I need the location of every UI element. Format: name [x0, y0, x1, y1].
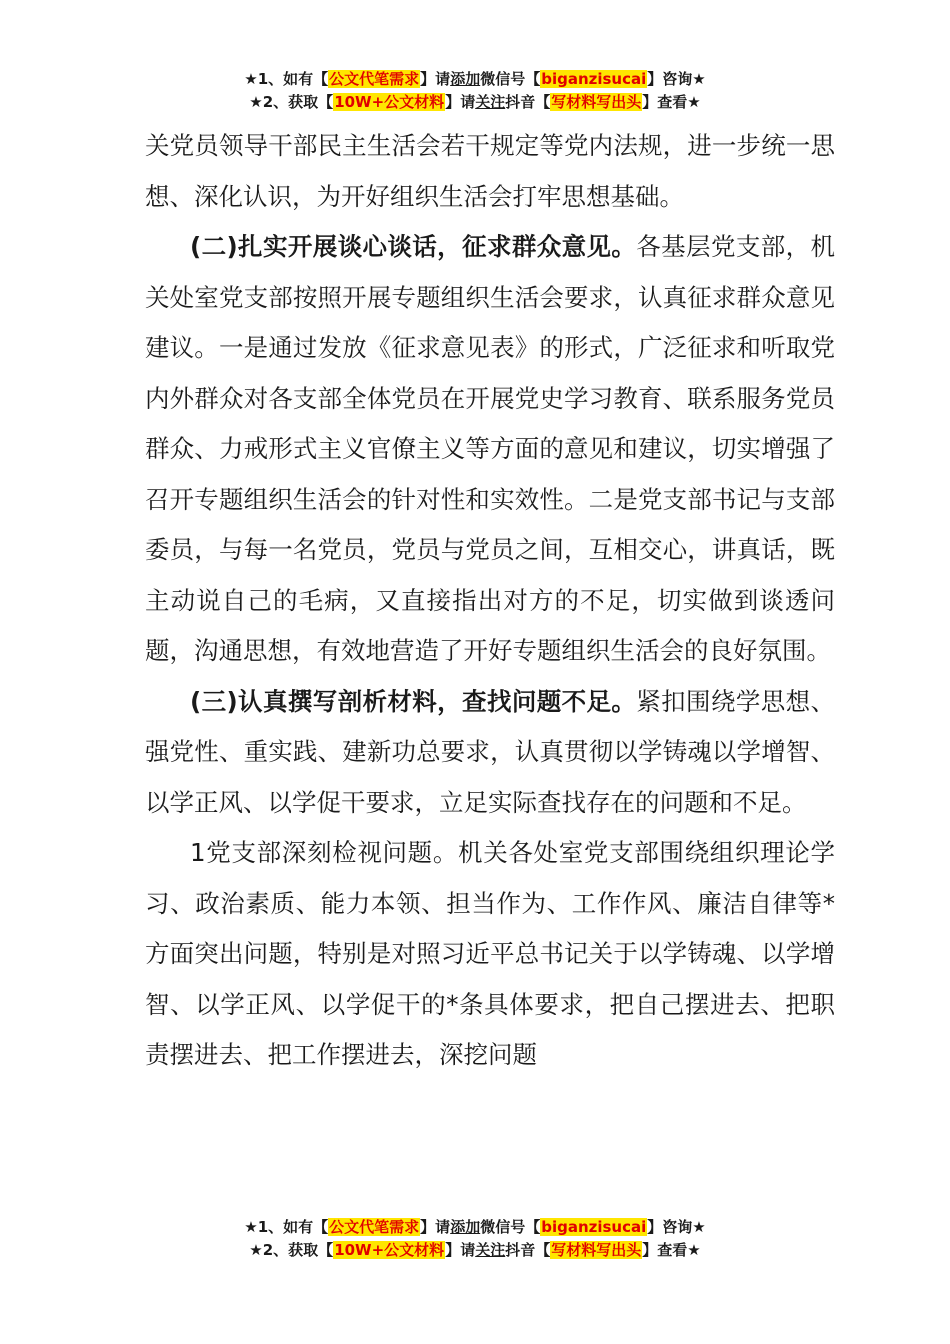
banner-highlight: 写材料写出头	[551, 93, 642, 111]
banner-text: 】请	[420, 70, 451, 88]
banner-underlined-text: 添加	[450, 1218, 481, 1236]
paragraph-3-body: 紧扣围绕学思想、强党性、重实践、建新功总要求，认真贯彻以学铸魂以学增智、以学正风、以学促干要求，立足实际查找存在的问题和不足。	[145, 686, 835, 817]
banner-text: 】咨询★	[647, 1218, 706, 1236]
banner-highlight: 10W+公文材料	[334, 1241, 445, 1259]
footer-banner	[0, 1216, 950, 1262]
banner-highlight: 10W+公文材料	[334, 93, 445, 111]
banner-highlight: 公文代笔需求	[329, 1218, 420, 1236]
banner-line-2	[0, 1239, 950, 1262]
banner-text: 抖音【	[505, 1241, 551, 1259]
banner-text: ★2、获取【	[249, 93, 334, 111]
banner-underlined-text: 关注	[475, 93, 506, 111]
banner-text: 】请	[420, 1218, 451, 1236]
banner-text: ★1、如有【	[244, 1218, 329, 1236]
paragraph-3	[145, 677, 835, 829]
document-body	[145, 121, 835, 1081]
banner-highlight: 公文代笔需求	[329, 70, 420, 88]
section-heading-2: (二)扎实开展谈心谈话，征求群众意见。	[190, 232, 637, 261]
banner-highlight: biganzisucai	[541, 1218, 647, 1236]
banner-line-2	[0, 91, 950, 114]
banner-line-1	[0, 1216, 950, 1239]
paragraph-1: 关党员领导干部民主生活会若干规定等党内法规，进一步统一思想、深化认识，为开好组织生活会打牢思想基础。	[145, 131, 835, 211]
banner-underlined-text: 添加	[450, 70, 481, 88]
banner-text: ★1、如有【	[244, 70, 329, 88]
banner-underlined-text: 关注	[475, 1241, 506, 1259]
banner-text: 】请	[445, 1241, 476, 1259]
banner-highlight: biganzisucai	[541, 70, 647, 88]
banner-line-1	[0, 68, 950, 91]
banner-text: 】查看★	[642, 1241, 701, 1259]
banner-text: 】请	[445, 93, 476, 111]
paragraph-2-body: 各基层党支部，机关处室党支部按照开展专题组织生活会要求，认真征求群众意见建议。一是通过发放《征求意见表》的形式，广泛征求和听取党内外群众对各支部全体党员在开展党史学习教育、联系服务党员群众、力戒形式主义官僚主义等方面的意见和建议，切实增强了召开专题组织生活会的针对性和实效性。二是党支部书记与支部委员，与每一名党员，党员与党员之间，互相交心，讲真话，既主动说自己的毛病，又直接指出对方的不足，切实做到谈透问题，沟通思想，有效地营造了开好专题组织生活会的良好氛围。	[145, 232, 835, 665]
banner-text: ★2、获取【	[249, 1241, 334, 1259]
banner-text: 】查看★	[642, 93, 701, 111]
paragraph-4: 1党支部深刻检视问题。机关各处室党支部围绕组织理论学习、政治素质、能力本领、担当作为、工作作风、廉洁自律等*方面突出问题，特别是对照习近平总书记关于以学铸魂、以学增智、以学正风、以学促干的*条具体要求，把自己摆进去、把职责摆进去、把工作摆进去，深挖问题	[145, 838, 835, 1069]
banner-highlight: 写材料写出头	[551, 1241, 642, 1259]
banner-text: 】咨询★	[647, 70, 706, 88]
banner-text: 微信号【	[480, 1218, 541, 1236]
banner-text: 微信号【	[480, 70, 541, 88]
banner-text: 抖音【	[505, 93, 551, 111]
paragraph-2	[145, 222, 835, 677]
header-banner	[0, 68, 950, 114]
section-heading-3: (三)认真撰写剖析材料，查找问题不足。	[190, 686, 637, 716]
